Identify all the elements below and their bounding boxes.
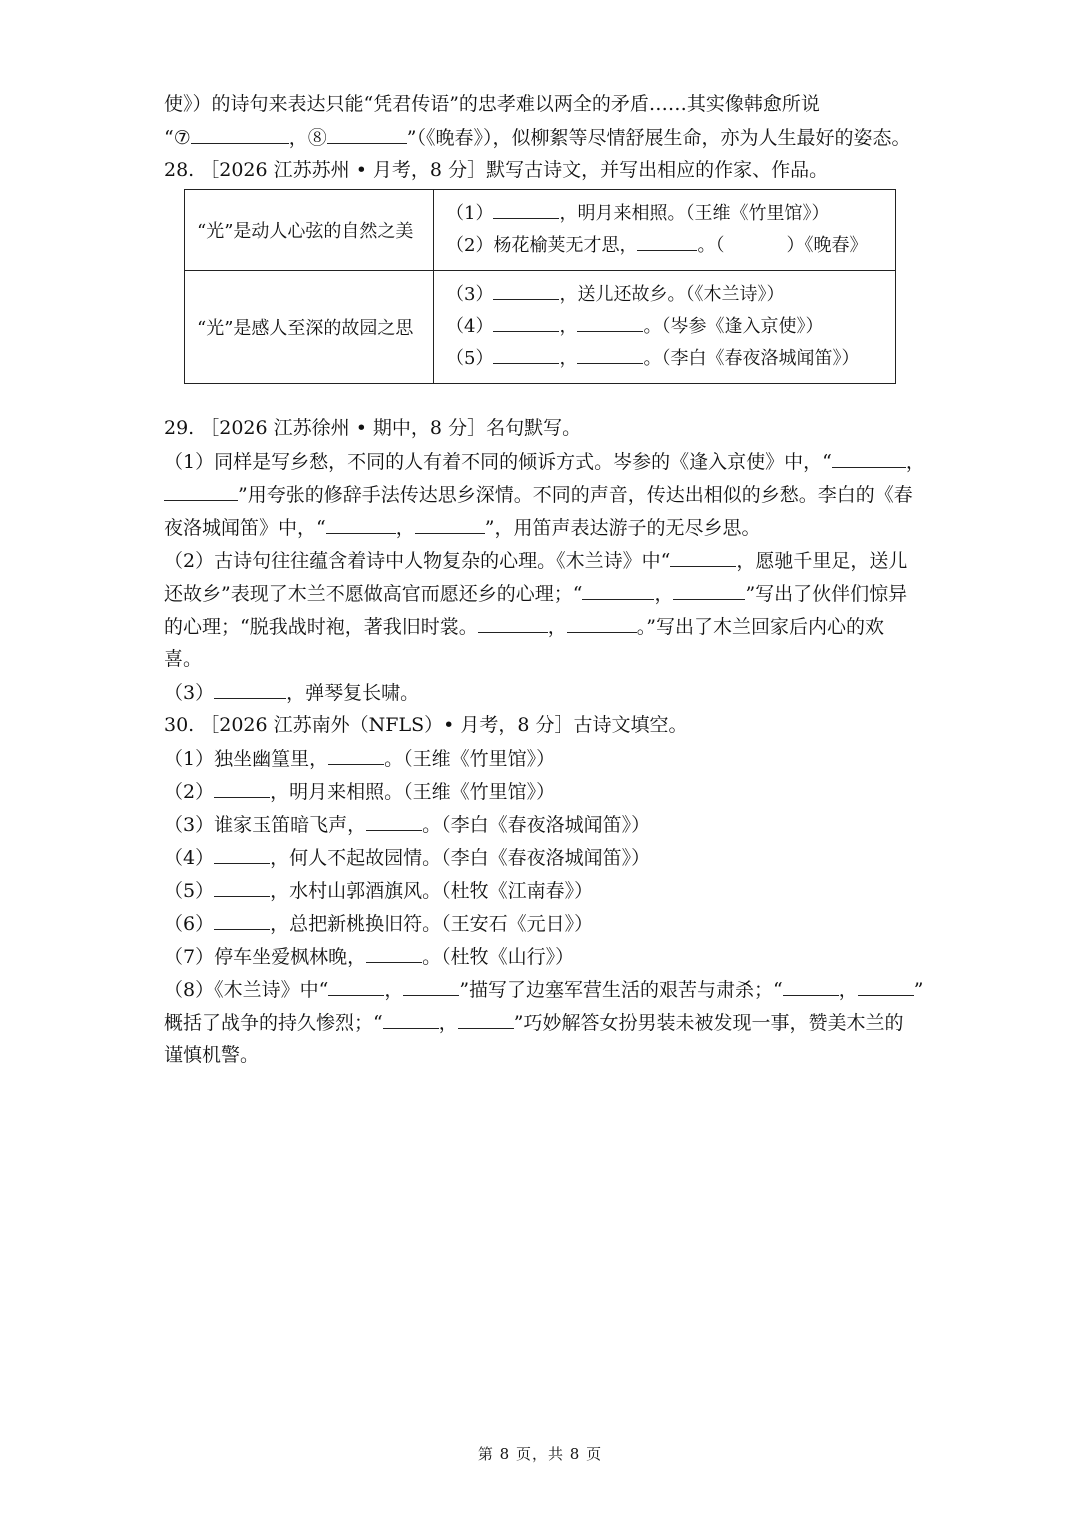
item-text: ，	[559, 348, 578, 369]
item-text: ，	[559, 316, 578, 337]
q29-text: 。”写出了木兰回家后内心的欢	[636, 616, 884, 638]
answer-blank[interactable]	[214, 779, 270, 798]
q30-line	[164, 812, 924, 837]
q30-text: （2）	[164, 781, 215, 803]
q30-text: （5）	[164, 880, 215, 902]
q30-text: 。（王维《竹里馆》）	[384, 748, 556, 770]
q29-line	[164, 482, 924, 507]
q29-text: ，	[905, 451, 925, 473]
answer-blank[interactable]	[493, 345, 559, 364]
intro-text: ，⑧	[288, 127, 327, 149]
q29-header	[164, 416, 924, 440]
items-cell	[434, 190, 896, 271]
q30-text: 概括了战争的持久惨烈；“	[164, 1012, 383, 1034]
q29-text: ，	[395, 517, 415, 539]
item-text: （4）	[446, 316, 494, 337]
answer-blank[interactable]	[366, 812, 422, 831]
item-4	[446, 311, 883, 343]
intro-text: 使》）的诗句来表达只能“凭君传语”的忠孝难以两全的矛盾……其实像韩愈所说	[164, 93, 820, 115]
answer-blank[interactable]	[858, 977, 914, 996]
q30-line	[164, 878, 924, 903]
q30-text: （1）独坐幽篁里，	[164, 748, 329, 770]
intro-text: “⑦	[164, 127, 191, 149]
question-header: 30. ［2026 江苏南外（NFLS）• 月考，8 分］古诗文填空。	[164, 714, 688, 736]
q28-table	[184, 189, 896, 384]
q29-line	[164, 647, 924, 671]
answer-blank[interactable]	[328, 746, 384, 765]
q30-text: （8）《木兰诗》中“	[164, 979, 329, 1001]
q29-text: 夜洛城闻笛》中，“	[164, 517, 326, 539]
q29-text: ”用夸张的修辞手法传达思乡深情。不同的声音，传达出相似的乡愁。李白的《春	[238, 484, 913, 506]
q28-header	[164, 158, 924, 182]
theme-cell: “光”是感人至深的故园之思	[185, 271, 434, 384]
q29-text: 的心理；“脱我战时袍，著我旧时裳。	[164, 616, 478, 638]
q30-line	[164, 779, 924, 804]
item-text: 。（	[697, 235, 725, 256]
item-2	[446, 230, 883, 262]
q30-line	[164, 845, 924, 870]
q29-text: 喜。	[164, 648, 203, 670]
item-text: （2）杨花榆荚无才思，	[446, 235, 638, 256]
question-header: 29. ［2026 江苏徐州 • 期中，8 分］名句默写。	[164, 417, 582, 439]
q30-line	[164, 1043, 924, 1067]
q30-text: ，水村山郭酒旗风。（杜牧《江南春》）	[270, 880, 594, 902]
answer-blank[interactable]	[214, 911, 270, 930]
q30-line	[164, 746, 924, 771]
item-1	[446, 198, 883, 230]
answer-blank[interactable]	[493, 200, 559, 219]
answer-blank[interactable]	[415, 515, 485, 534]
answer-blank[interactable]	[832, 449, 906, 468]
question-header: 28. ［2026 江苏苏州 • 月考，8 分］默写古诗文，并写出相应的作家、作品。	[164, 159, 829, 181]
item-text: 。（李白《春夜洛城闻笛》）	[643, 348, 860, 369]
answer-blank[interactable]	[673, 581, 745, 600]
item-text: ，明月来相照。（王维《竹里馆》）	[559, 203, 830, 224]
item-text: 。（岑参《逢入京使》）	[643, 316, 824, 337]
table-row	[185, 190, 896, 271]
item-3	[446, 279, 883, 311]
table-row	[185, 271, 896, 384]
answer-blank[interactable]	[383, 1010, 439, 1029]
answer-blank[interactable]	[577, 313, 643, 332]
item-text: （1）	[446, 203, 494, 224]
page-footer: 第 8 页，共 8 页	[477, 1445, 603, 1463]
answer-blank[interactable]	[164, 482, 238, 501]
q29-text: （3）	[164, 682, 215, 704]
item-text: ，送儿还故乡。（《木兰诗》）	[559, 284, 785, 305]
q30-line	[164, 944, 924, 969]
q30-line	[164, 911, 924, 936]
answer-blank[interactable]	[328, 977, 384, 996]
q30-text: ”	[913, 979, 924, 1001]
answer-blank[interactable]	[478, 614, 548, 633]
intro-text: ”（《晚春》），似柳絮等尽情舒展生命，亦为人生最好的姿态。	[406, 127, 911, 149]
answer-blank[interactable]	[458, 1010, 514, 1029]
q29-line	[164, 449, 924, 474]
q29-line	[164, 581, 924, 606]
item-text: （3）	[446, 284, 494, 305]
answer-blank[interactable]	[326, 515, 396, 534]
q29-text: ，弹琴复长啸。	[286, 682, 420, 704]
q30-text: ”巧妙解答女扮男装未被发现一事，赞美木兰的	[513, 1012, 904, 1034]
q29-text: 还故乡”表现了木兰不愿做高官而愿还乡的心理；“	[164, 583, 583, 605]
item-text: ）《晚春》	[786, 235, 868, 256]
answer-blank[interactable]	[403, 977, 459, 996]
answer-blank[interactable]	[493, 313, 559, 332]
q30-text: ，明月来相照。（王维《竹里馆》）	[270, 781, 556, 803]
answer-blank[interactable]	[567, 614, 637, 633]
q30-text: ，总把新桃换旧符。（王安石《元日》）	[270, 913, 594, 935]
q29-line	[164, 680, 924, 705]
item-5	[446, 343, 883, 375]
answer-blank[interactable]	[366, 944, 422, 963]
theme-cell: “光”是动人心弦的自然之美	[185, 190, 434, 271]
q30-text: 。（李白《春夜洛城闻笛》）	[422, 814, 651, 836]
q29-line	[164, 614, 924, 639]
q29-text: ，	[654, 583, 674, 605]
answer-blank[interactable]	[214, 845, 270, 864]
answer-blank[interactable]	[214, 878, 270, 897]
q29-text: （1）同样是写乡愁，不同的人有着不同的倾诉方式。岑参的《逢入京使》中，“	[164, 451, 832, 473]
q30-text: （7）停车坐爱枫林晚，	[164, 946, 367, 968]
q30-text: ，	[384, 979, 404, 1001]
q30-text: （4）	[164, 847, 215, 869]
q30-text: 谨慎机警。	[164, 1044, 260, 1066]
answer-blank[interactable]	[493, 281, 559, 300]
q30-line	[164, 977, 924, 1002]
q29-text: ，愿驰千里足，送儿	[736, 550, 908, 572]
blank-8[interactable]	[327, 125, 407, 144]
q30-text: ，	[838, 979, 858, 1001]
q29-text: （2）古诗句往往蕴含着诗中人物复杂的心理。《木兰诗》中“	[164, 550, 671, 572]
q30-text: ”描写了边塞军营生活的艰苦与肃杀；“	[459, 979, 783, 1001]
intro-line-2	[164, 125, 924, 150]
q30-line	[164, 1010, 924, 1035]
q29-text: ”写出了伙伴们惊异	[745, 583, 908, 605]
answer-blank[interactable]	[214, 680, 286, 699]
q30-text: ，	[438, 1012, 458, 1034]
item-text: （5）	[446, 348, 494, 369]
q29-text: ，	[547, 616, 567, 638]
answer-blank[interactable]	[670, 548, 736, 567]
items-cell	[434, 271, 896, 384]
answer-blank[interactable]	[582, 581, 654, 600]
q29-line	[164, 515, 924, 540]
q30-text: 。（杜牧《山行》）	[422, 946, 575, 968]
q29-line	[164, 548, 924, 573]
q30-text: ，何人不起故园情。（李白《春夜洛城闻笛》）	[270, 847, 651, 869]
answer-blank[interactable]	[637, 232, 697, 251]
answer-blank[interactable]	[577, 345, 643, 364]
q30-header	[164, 713, 924, 737]
intro-line-1	[164, 92, 924, 116]
q29-text: ”，用笛声表达游子的无尽乡思。	[484, 517, 761, 539]
q30-text: （6）	[164, 913, 215, 935]
blank-7[interactable]	[191, 125, 289, 144]
q30-text: （3）谁家玉笛暗飞声，	[164, 814, 367, 836]
answer-blank[interactable]	[783, 977, 839, 996]
